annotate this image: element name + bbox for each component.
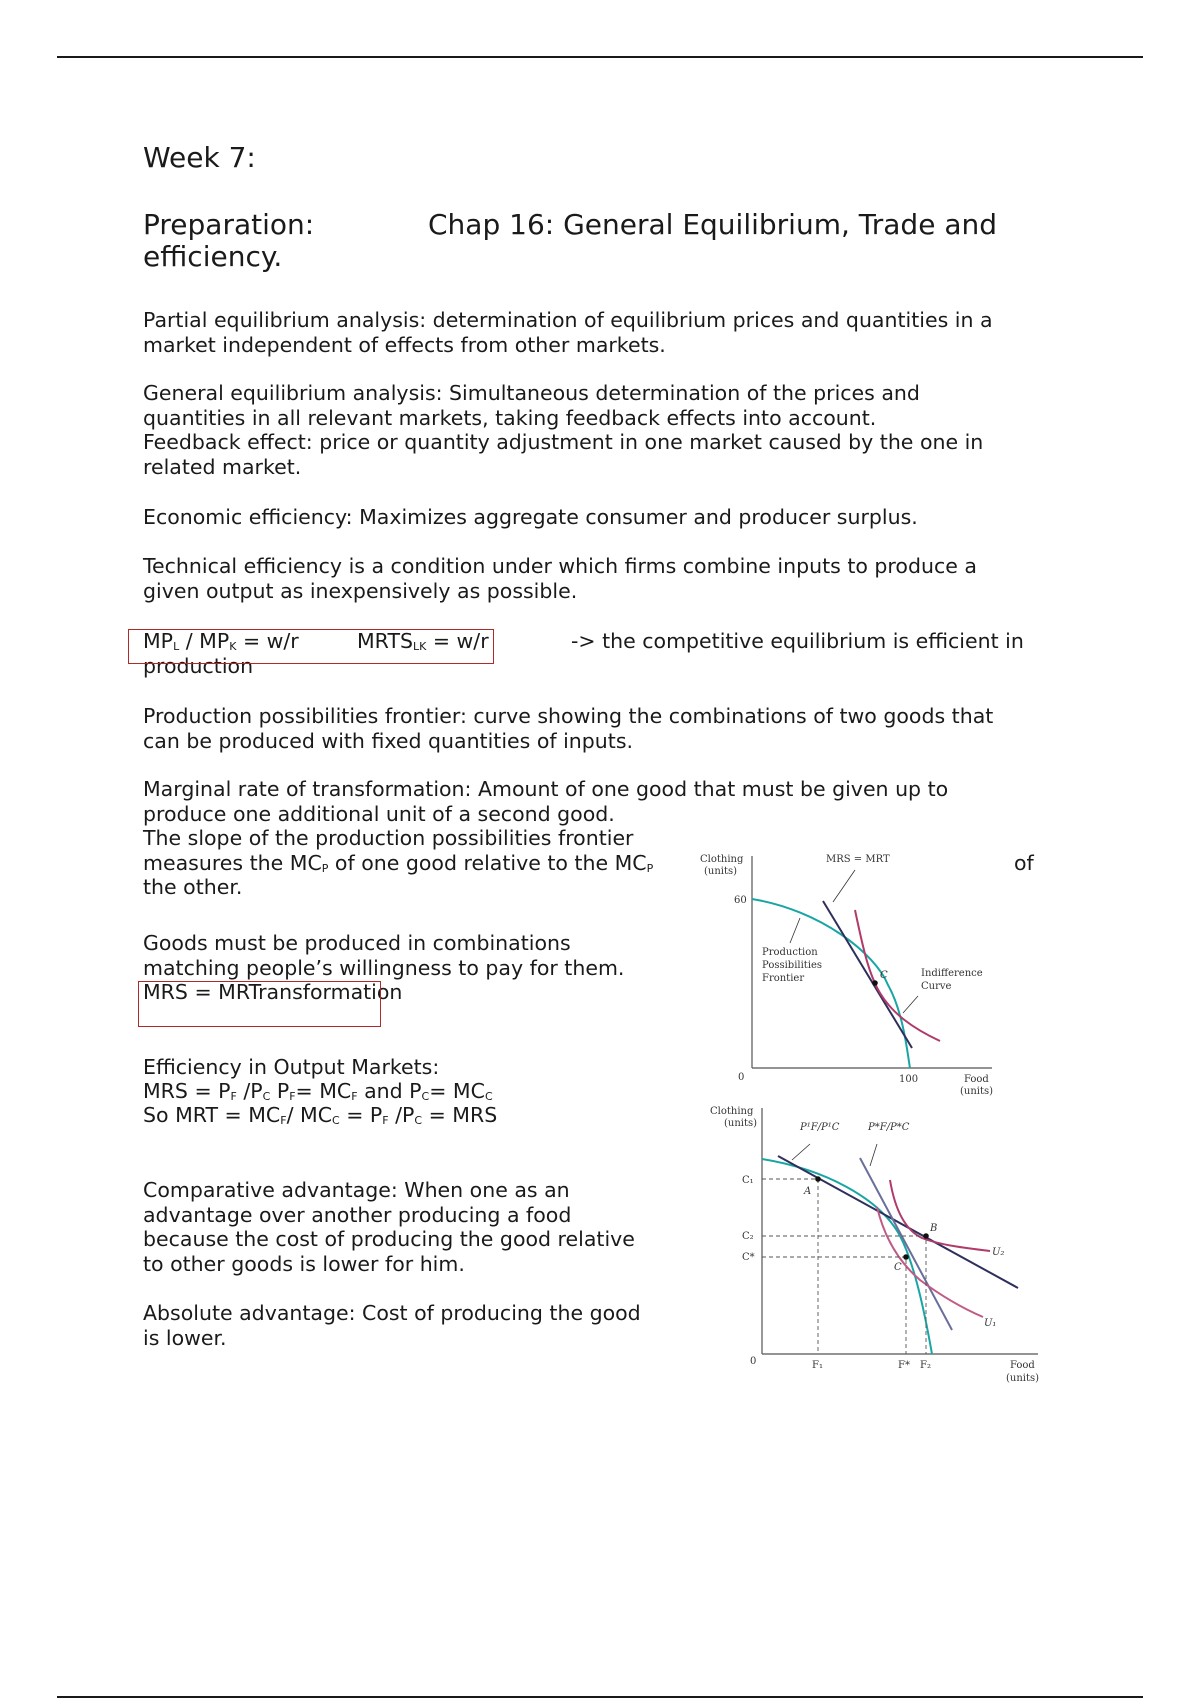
- fig2-guide-cstar: [762, 1257, 906, 1354]
- fig2-ylabel-2: (units): [724, 1118, 758, 1129]
- fig1-arrow-ic: [903, 996, 918, 1013]
- output-efficiency-line3: So MRT = $MC_F/$ $MC_C = P_F$ $/P_C$ = MRS: [143, 1103, 498, 1127]
- top-rule: [57, 56, 1143, 58]
- ppf-indifference-figure: [690, 848, 1008, 1098]
- goods-combinations-line3: MRS = MRTransformation: [143, 980, 403, 1004]
- chapter-title: Chap 16: General Equilibrium, Trade and: [428, 208, 998, 241]
- formula-result: -> the competitive equilibrium is efficient in: [571, 629, 1024, 653]
- fig2-point-b-label: B: [930, 1223, 938, 1234]
- formula-mrts: $MRTS_{LK} = w/r$: [357, 629, 489, 653]
- goods-combinations-line2: matching people’s willingness to pay for them.: [143, 956, 625, 980]
- feedback-effect-line1: Feedback effect: price or quantity adjustment in one market caused by the one in: [143, 430, 984, 454]
- formula-result-cont: production: [143, 654, 254, 678]
- fig2-f2-label: F₂: [920, 1360, 931, 1371]
- fig2-point-a-label: A: [804, 1186, 812, 1197]
- fig2-u2-label: U₂: [992, 1247, 1005, 1258]
- economic-efficiency: Economic efficiency: Maximizes aggregate consumer and producer surplus.: [143, 505, 918, 529]
- comparative-advantage-line2: advantage over another producing a food: [143, 1203, 572, 1227]
- fig1-point-c: [872, 980, 878, 986]
- fig1-ppf-label-3: Frontier: [762, 973, 805, 984]
- highlight-box-formula: [128, 629, 494, 664]
- trade-gains-figure: [700, 1100, 1040, 1390]
- absolute-advantage-line2: is lower.: [143, 1326, 227, 1350]
- fig2-guide-c1: [762, 1179, 818, 1354]
- ppf-slope-line1: The slope of the production possibilities frontier: [143, 826, 634, 850]
- comparative-advantage-line4: to other goods is lower for him.: [143, 1252, 465, 1276]
- partial-equilibrium-line1: Partial equilibrium analysis: determination of equilibrium prices and quantities in a: [143, 308, 993, 332]
- fig1-y-tick: 60: [734, 895, 747, 906]
- fig1-arrow-top: [833, 870, 855, 902]
- fig2-point-b: [923, 1233, 929, 1239]
- fig2-point-a: [815, 1176, 821, 1182]
- fig2-origin: 0: [750, 1356, 757, 1367]
- fig1-arrow-ppf: [790, 918, 800, 943]
- week-heading: Week 7:: [143, 141, 256, 174]
- fig2-price-label-1: P¹F/P¹C: [800, 1122, 840, 1133]
- ppf-slope-line3: the other.: [143, 875, 243, 899]
- mrt-definition-line1: Marginal rate of transformation: Amount of one good that must be given up to: [143, 777, 949, 801]
- fig2-guide-c2: [762, 1236, 926, 1354]
- fig1-xlabel-1: Food: [964, 1074, 989, 1085]
- mrt-definition-line2: produce one additional unit of a second good.: [143, 802, 615, 826]
- fig2-arrow-price-1: [792, 1144, 810, 1160]
- bottom-rule: [57, 1696, 1143, 1698]
- ppf-slope-line2-end: of: [1014, 851, 1034, 875]
- technical-efficiency-line1: Technical efficiency is a condition under which firms combine inputs to produce a: [143, 554, 977, 578]
- comparative-advantage-line3: because the cost of producing the good relative: [143, 1227, 635, 1251]
- comparative-advantage-line1: Comparative advantage: When one as an: [143, 1178, 570, 1202]
- fig1-mrt-line: [823, 901, 912, 1048]
- fig2-fstar-label: F*: [898, 1360, 910, 1371]
- fig1-ppf-label-1: Production: [762, 947, 818, 958]
- output-efficiency-line1: Efficiency in Output Markets:: [143, 1055, 440, 1079]
- fig2-price-label-2: P*F/P*C: [868, 1122, 910, 1133]
- general-equilibrium-line2: quantities in all relevant markets, taking feedback effects into account.: [143, 406, 877, 430]
- fig2-xlabel-1: Food: [1010, 1360, 1035, 1371]
- ppf-definition-line2: can be produced with fixed quantities of inputs.: [143, 729, 634, 753]
- absolute-advantage-line1: Absolute advantage: Cost of producing the good: [143, 1301, 641, 1325]
- output-efficiency-line2: MRS = $P_F$ $/P_C$ $P_F= MC_F$ and $P_C= MC_C$: [143, 1079, 493, 1103]
- fig1-origin: 0: [738, 1072, 745, 1083]
- ppf-definition-line1: Production possibilities frontier: curve showing the combinations of two goods that: [143, 704, 994, 728]
- fig1-ic-label-1: Indifference: [921, 968, 983, 979]
- fig2-c2-label: C₂: [742, 1231, 754, 1242]
- fig1-ic-label-2: Curve: [921, 981, 952, 992]
- fig1-point-c-label: C: [880, 970, 888, 981]
- fig2-arrow-price-2: [870, 1144, 877, 1166]
- chapter-title-cont: efficiency.: [143, 240, 283, 273]
- partial-equilibrium-line2: market independent of effects from other markets.: [143, 333, 666, 357]
- fig2-xlabel-2: (units): [1006, 1373, 1040, 1384]
- fig2-cstar-label: C*: [742, 1252, 755, 1263]
- feedback-effect-line2: related market.: [143, 455, 302, 479]
- fig2-u1-label: U₁: [984, 1318, 997, 1329]
- fig1-ylabel-1: Clothing: [700, 854, 744, 865]
- formula-mp: $MP_L / MP_K = w/r$: [143, 629, 299, 653]
- general-equilibrium-line1: General equilibrium analysis: Simultaneous determination of the prices and: [143, 381, 920, 405]
- preparation-label: Preparation:: [143, 208, 315, 241]
- fig2-f1-label: F₁: [812, 1360, 823, 1371]
- fig1-ylabel-2: (units): [704, 866, 738, 877]
- fig2-point-c: [903, 1254, 909, 1260]
- fig1-xlabel-2: (units): [960, 1086, 994, 1097]
- fig1-top-label: MRS = MRT: [826, 854, 890, 865]
- goods-combinations-line1: Goods must be produced in combinations: [143, 931, 571, 955]
- fig2-c1-label: C₁: [742, 1175, 754, 1186]
- fig1-x-tick: 100: [899, 1074, 919, 1085]
- highlight-box-mrs: [138, 981, 381, 1027]
- fig1-ppf-label-2: Possibilities: [762, 960, 823, 971]
- fig2-point-c-label: C: [894, 1262, 902, 1273]
- technical-efficiency-line2: given output as inexpensively as possible.: [143, 579, 578, 603]
- fig2-ylabel-1: Clothing: [710, 1106, 754, 1117]
- ppf-slope-line2: measures the $MC_P$ of one good relative to the $MC_P$: [143, 851, 654, 875]
